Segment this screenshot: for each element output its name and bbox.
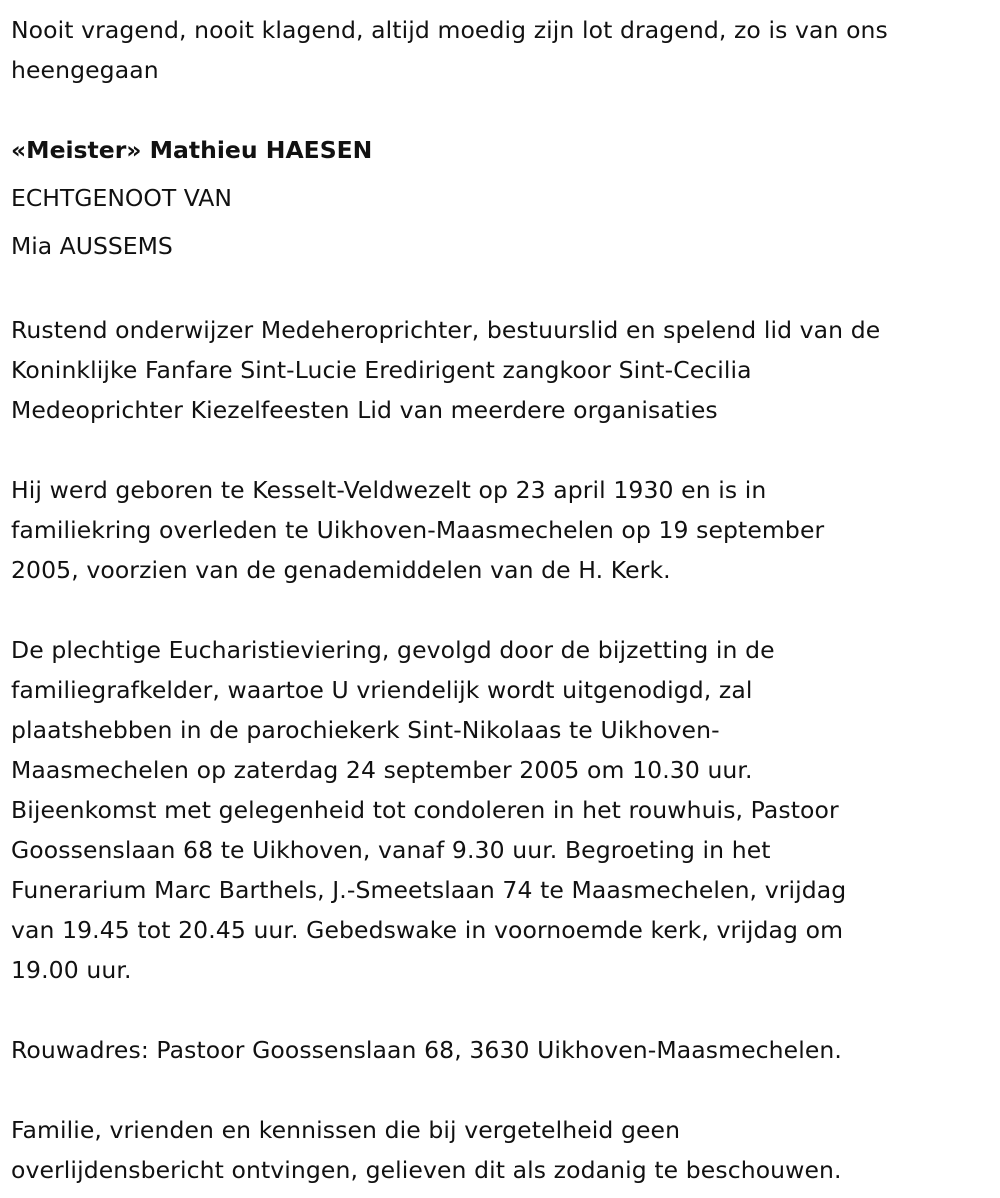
ceremony-line: Goossenslaan 68 te Uikhoven, vanaf 9.30 uur. Begroeting in het — [11, 836, 771, 864]
ceremony-line: van 19.45 tot 20.45 uur. Gebedswake in voornoemde kerk, vrijdag om — [11, 916, 844, 944]
birth-line: Hij werd geboren te Kesselt-Veldwezelt op 23 april 1930 en is in — [11, 476, 767, 504]
intro-line: Nooit vragend, nooit klagend, altijd moedig zijn lot dragend, zo is van ons — [11, 16, 888, 44]
birth-line: familiekring overleden te Uikhoven-Maasmechelen op 19 september — [11, 516, 825, 544]
ceremony-line: familiegrafkelder, waartoe U vriendelijk wordt uitgenodigd, zal — [11, 676, 753, 704]
birth-line: 2005, voorzien van de genademiddelen van de H. Kerk. — [11, 556, 671, 584]
ceremony-line: Funerarium Marc Barthels, J.-Smeetslaan 74 te Maasmechelen, vrijdag — [11, 876, 847, 904]
roles-line: Rustend onderwijzer Medeheroprichter, bestuurslid en spelend lid van de — [11, 316, 881, 344]
birth-paragraph — [11, 470, 996, 590]
deceased-name: «Meister» Mathieu HAESEN — [11, 136, 373, 164]
spouse-name: Mia AUSSEMS — [11, 232, 173, 260]
ceremony-paragraph — [11, 630, 996, 990]
ceremony-line: Maasmechelen op zaterdag 24 september 2005 om 10.30 uur. — [11, 756, 753, 784]
ceremony-line: De plechtige Eucharistieviering, gevolgd door de bijzetting in de — [11, 636, 775, 664]
closing-line: Familie, vrienden en kennissen die bij vergetelheid geen — [11, 1116, 681, 1144]
obituary-document — [11, 10, 996, 1190]
address-paragraph — [11, 1030, 996, 1070]
closing-paragraph — [11, 1110, 996, 1190]
roles-line: Medeoprichter Kiezelfeesten Lid van meerdere organisaties — [11, 396, 718, 424]
name-block — [11, 126, 996, 270]
roles-paragraph — [11, 310, 996, 430]
intro-paragraph — [11, 10, 996, 90]
ceremony-line: Bijeenkomst met gelegenheid tot condoleren in het rouwhuis, Pastoor — [11, 796, 839, 824]
closing-line: overlijdensbericht ontvingen, gelieven dit als zodanig te beschouwen. — [11, 1156, 842, 1184]
roles-line: Koninklijke Fanfare Sint-Lucie Eredirigent zangkoor Sint-Cecilia — [11, 356, 752, 384]
spouse-label: ECHTGENOOT VAN — [11, 184, 232, 212]
address-line: Rouwadres: Pastoor Goossenslaan 68, 3630 Uikhoven-Maasmechelen. — [11, 1036, 842, 1064]
intro-line: heengegaan — [11, 56, 159, 84]
ceremony-line: 19.00 uur. — [11, 956, 132, 984]
ceremony-line: plaatshebben in de parochiekerk Sint-Nikolaas te Uikhoven- — [11, 716, 720, 744]
